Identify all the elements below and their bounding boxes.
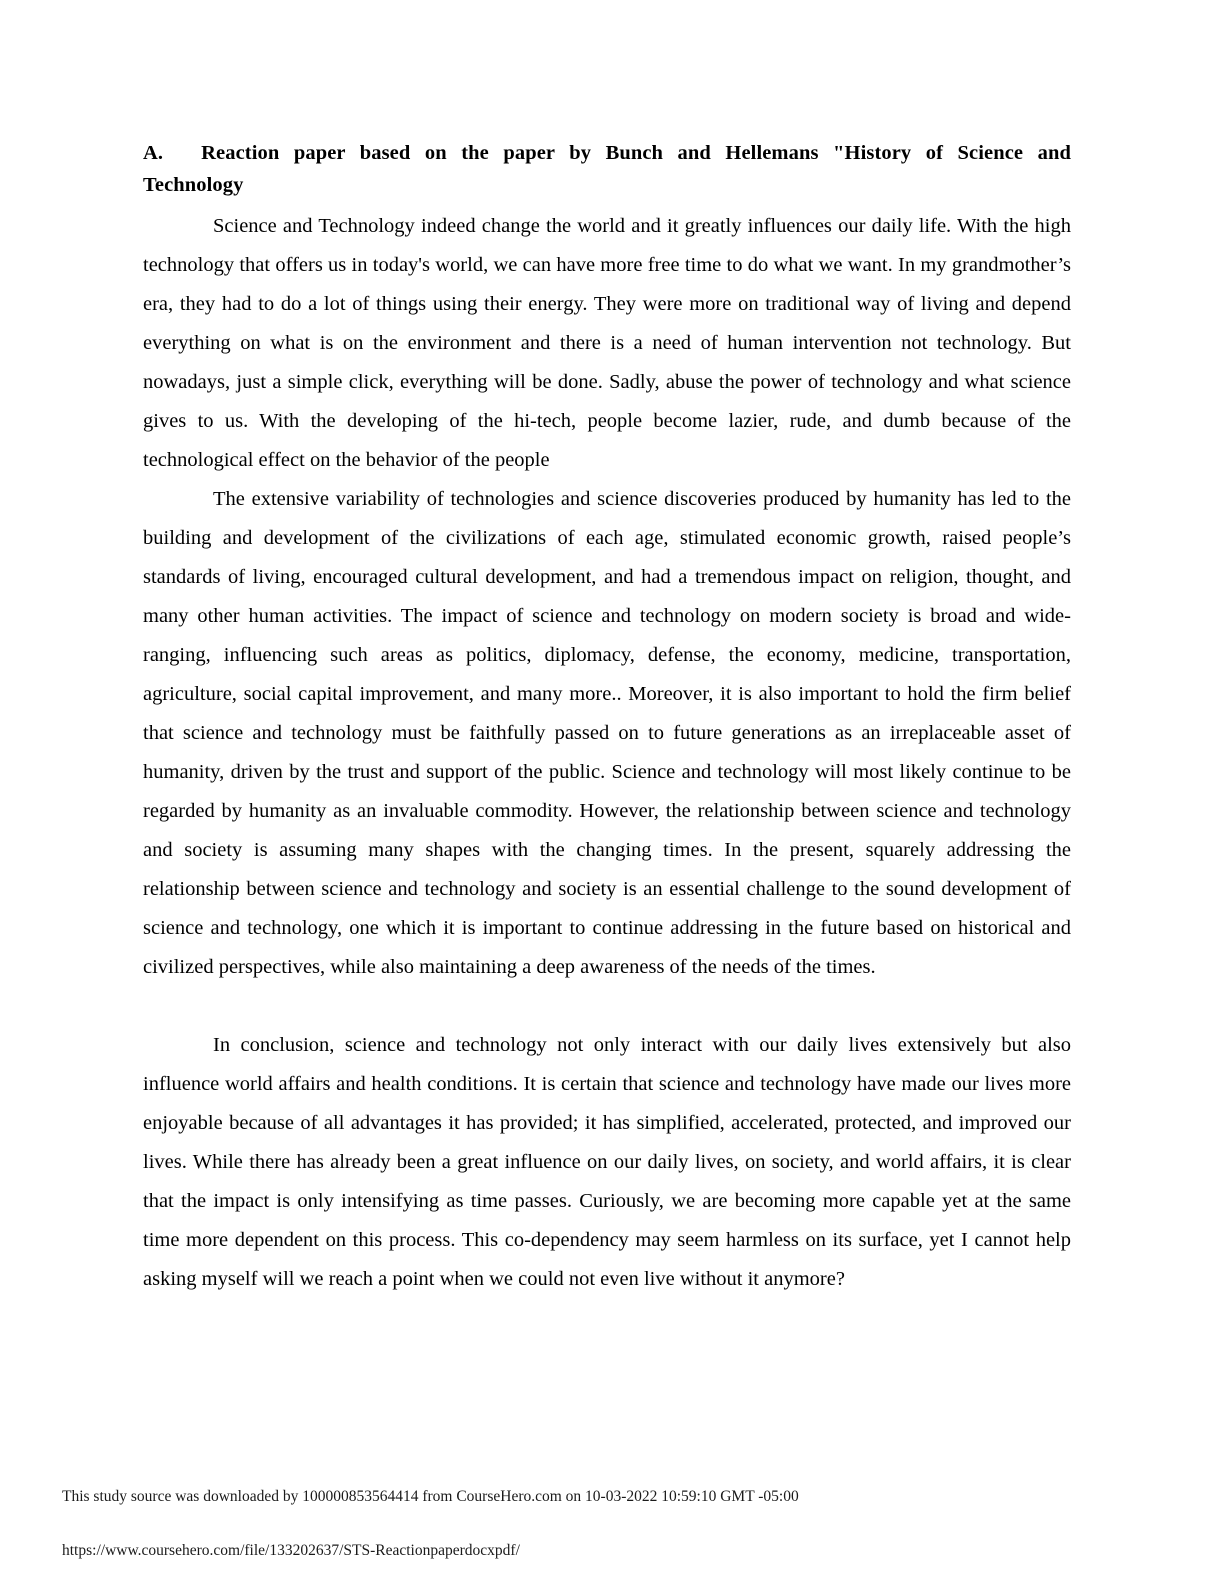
document-body [143,137,1071,1299]
paragraph-1: Science and Technology indeed change the world and it greatly influences our daily life. With the high technology that offers us in today's world, we can have more free time to do what we want. In my grandmother’s era, they had to do a lot of things using their energy. They were more on traditional way of living and depend everything on what is on the environment and there is a need of human intervention not technology. But nowadays, just a simple click, everything will be done. Sadly, abuse the power of technology and what science gives to us. With the developing of the hi-tech, people become lazier, rude, and dumb because of the technological effect on the behavior of the people [143,215,1071,471]
paragraph-3: In conclusion, science and technology not only interact with our daily lives extensively but also influence world affairs and health conditions. It is certain that science and technology have made our lives more enjoyable because of all advantages it has provided; it has simplified, accelerated, protected, and improved our lives. While there has already been a great influence on our daily lives, on society, and world affairs, it is clear that the impact is only intensifying as time passes. Curiously, we are becoming more capable yet at the same time more dependent on this process. This co-dependency may seem harmless on its surface, yet I cannot help asking myself will we reach a point when we could not even live without it anymore? [143,1034,1071,1290]
source-url: https://www.coursehero.com/file/133202637/STS-Reactionpaperdocxpdf/ [62,1542,520,1559]
download-notice: This study source was downloaded by 100000853564414 from CourseHero.com on 10-03-2022 10:59:10 GMT -05:00 [62,1488,799,1505]
heading-text: Reaction paper based on the paper by Bunch and Hellemans "History of Science and Technology [143,142,1071,196]
heading-label: A. [143,142,164,164]
page-title [143,137,1071,201]
paragraph-2: The extensive variability of technologies and science discoveries produced by humanity has led to the building and development of the civilizations of each age, stimulated economic growth, raised people’s standards of living, encouraged cultural development, and had a tremendous impact on religion, thought, and many other human activities. The impact of science and technology on modern society is broad and wide-ranging, influencing such areas as politics, diplomacy, defense, the economy, medicine, transportation, agriculture, social capital improvement, and many more.. Moreover, it is also important to hold the firm belief that science and technology must be faithfully passed on to future generations as an irreplaceable asset of humanity, driven by the trust and support of the public. Science and technology will most likely continue to be regarded by humanity as an invaluable commodity. However, the relationship between science and technology and society is assuming many shapes with the changing times. In the present, squarely addressing the relationship between science and technology and society is an essential challenge to the sound development of science and technology, one which it is important to continue addressing in the future based on historical and civilized perspectives, while also maintaining a deep awareness of the needs of the times. [143,488,1071,978]
